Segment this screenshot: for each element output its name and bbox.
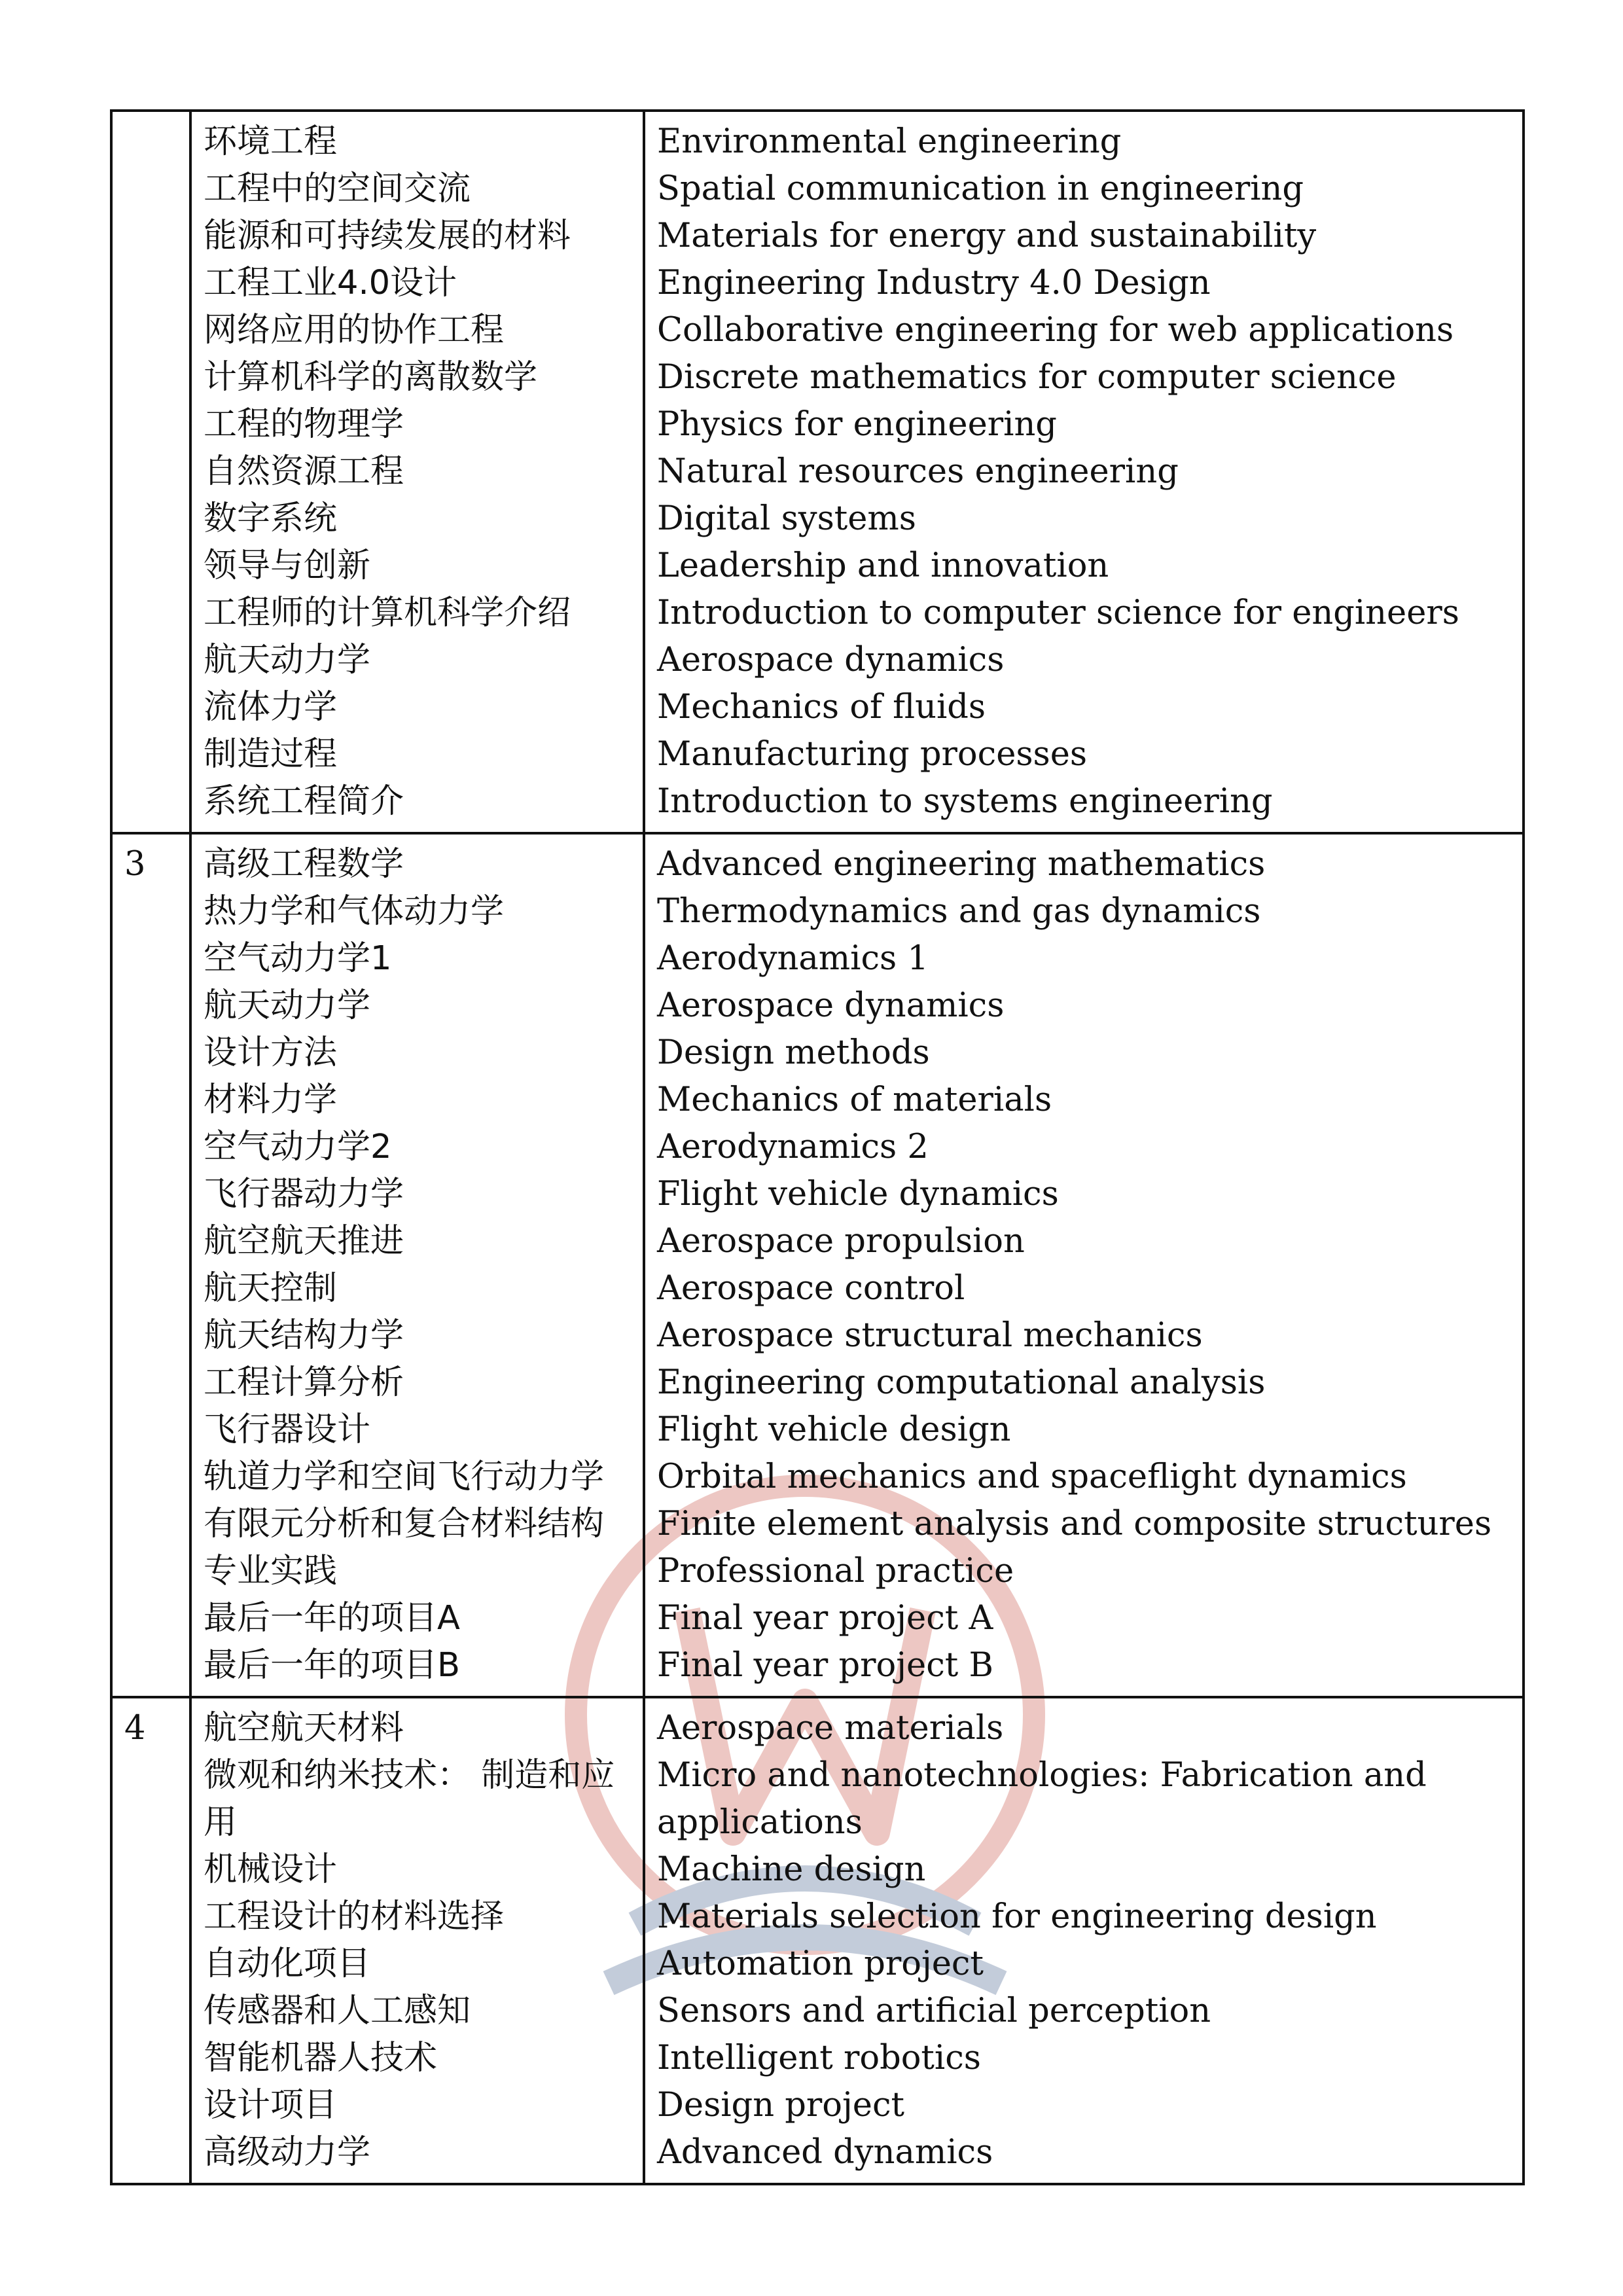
course-name-en: Mechanics of fluids (657, 688, 986, 726)
course-name-en: Introduction to computer science for engineers (657, 594, 1459, 632)
year-cell (111, 111, 190, 833)
year-cell (111, 1697, 190, 2184)
course-name-zh: 智能机器人技术 (204, 2039, 438, 2077)
course-name-zh: 设计项目 (204, 2086, 338, 2125)
course-name-en: Design methods (657, 1033, 930, 1072)
course-name-en: Aerodynamics 2 (657, 1128, 929, 1166)
course-name-en: Professional practice (657, 1552, 1014, 1590)
course-name-en: Collaborative engineering for web applications (657, 311, 1454, 350)
course-name-zh: 高级动力学 (204, 2133, 371, 2172)
course-name-en: Spatial communication in engineering (657, 170, 1304, 208)
year-cell (111, 833, 190, 1697)
course-name-en: Flight vehicle dynamics (657, 1175, 1059, 1213)
year-label: 3 (124, 845, 146, 884)
course-name-en: Aerospace materials (657, 1709, 1004, 1748)
table-row (111, 833, 1524, 1697)
course-name-en: Thermodynamics and gas dynamics (657, 892, 1261, 931)
course-name-zh: 制造过程 (204, 735, 338, 774)
course-name-en: Final year project B (657, 1646, 993, 1685)
table-row (111, 111, 1524, 833)
course-name-zh: 微观和纳米技术： 制造和应用 (204, 1756, 615, 1842)
course-name-en: Automation project (657, 1945, 984, 1983)
course-name-zh: 工程中的空间交流 (204, 170, 471, 208)
course-name-zh: 航天动力学 (204, 641, 371, 679)
course-name-en: Machine design (657, 1850, 926, 1889)
english-course-cell (644, 833, 1524, 1697)
course-name-zh: 热力学和气体动力学 (204, 892, 505, 931)
course-name-en: Manufacturing processes (657, 735, 1088, 774)
course-name-zh: 工程计算分析 (204, 1363, 404, 1402)
course-name-en: Environmental engineering (657, 122, 1122, 161)
course-name-en: Design project (657, 2086, 905, 2125)
course-name-en: Engineering Industry 4.0 Design (657, 264, 1211, 302)
course-name-en: Flight vehicle design (657, 1410, 1011, 1449)
course-table-body (111, 111, 1524, 2184)
course-name-en: Advanced engineering mathematics (657, 845, 1266, 884)
course-name-zh: 设计方法 (204, 1033, 338, 1072)
course-name-zh: 飞行器设计 (204, 1410, 371, 1449)
course-name-en: Engineering computational analysis (657, 1363, 1266, 1402)
course-name-zh: 工程师的计算机科学介绍 (204, 594, 571, 632)
course-name-zh: 航空航天材料 (204, 1709, 404, 1748)
course-name-en: Orbital mechanics and spaceflight dynamics (657, 1458, 1407, 1496)
year-label: 4 (124, 1709, 146, 1748)
english-course-cell (644, 111, 1524, 833)
course-name-zh: 机械设计 (204, 1850, 338, 1889)
course-name-en: Discrete mathematics for computer science (657, 358, 1397, 397)
course-name-en: Intelligent robotics (657, 2039, 981, 2077)
course-name-zh: 系统工程简介 (204, 782, 404, 821)
course-name-en: Aerodynamics 1 (657, 939, 929, 978)
course-name-zh: 环境工程 (204, 122, 338, 161)
course-name-zh: 工程的物理学 (204, 405, 404, 444)
course-name-en: Leadership and innovation (657, 547, 1109, 585)
course-name-zh: 航天动力学 (204, 986, 371, 1025)
course-name-zh: 航天结构力学 (204, 1316, 404, 1355)
chinese-course-cell (190, 833, 644, 1697)
course-name-en: Aerospace propulsion (657, 1222, 1025, 1261)
course-table (110, 109, 1525, 2185)
course-name-en: Physics for engineering (657, 405, 1057, 444)
course-name-zh: 计算机科学的离散数学 (204, 358, 538, 397)
course-name-zh: 网络应用的协作工程 (204, 311, 505, 350)
course-name-zh: 最后一年的项目B (204, 1646, 460, 1685)
course-name-zh: 轨道力学和空间飞行动力学 (204, 1458, 605, 1496)
course-name-en: Digital systems (657, 499, 916, 538)
course-name-zh: 数字系统 (204, 499, 338, 538)
course-name-zh: 自动化项目 (204, 1945, 371, 1983)
course-name-en: Aerospace dynamics (657, 986, 1005, 1025)
course-name-zh: 流体力学 (204, 688, 338, 726)
course-name-zh: 有限元分析和复合材料结构 (204, 1505, 605, 1543)
course-name-zh: 飞行器动力学 (204, 1175, 404, 1213)
course-name-en: Introduction to systems engineering (657, 782, 1273, 821)
course-name-en: Advanced dynamics (657, 2133, 993, 2172)
course-name-en: Mechanics of materials (657, 1081, 1052, 1119)
table-row (111, 1697, 1524, 2184)
course-name-en: Sensors and artificial perception (657, 1992, 1211, 2030)
course-name-zh: 材料力学 (204, 1081, 338, 1119)
course-name-en: Final year project A (657, 1599, 993, 1638)
chinese-course-cell (190, 111, 644, 833)
course-name-zh: 自然资源工程 (204, 452, 404, 491)
course-name-zh: 工程设计的材料选择 (204, 1897, 505, 1936)
course-name-zh: 空气动力学1 (204, 939, 392, 978)
english-course-cell (644, 1697, 1524, 2184)
course-name-zh: 专业实践 (204, 1552, 338, 1590)
course-name-zh: 最后一年的项目A (204, 1599, 460, 1638)
course-name-en: Aerospace control (657, 1269, 965, 1308)
course-name-zh: 能源和可持续发展的材料 (204, 217, 571, 255)
course-name-en: Finite element analysis and composite structures (657, 1505, 1492, 1543)
course-name-zh: 空气动力学2 (204, 1128, 392, 1166)
course-name-zh: 高级工程数学 (204, 845, 404, 884)
course-name-en: Aerospace structural mechanics (657, 1316, 1203, 1355)
course-name-en: Aerospace dynamics (657, 641, 1005, 679)
course-name-zh: 工程工业4.0设计 (204, 264, 457, 302)
course-name-en: Materials for energy and sustainability (657, 217, 1317, 255)
course-name-en: Micro and nanotechnologies: Fabrication and applications (657, 1756, 1427, 1842)
course-name-en: Natural resources engineering (657, 452, 1179, 491)
chinese-course-cell (190, 1697, 644, 2184)
course-name-zh: 传感器和人工感知 (204, 1992, 471, 2030)
course-name-zh: 航天控制 (204, 1269, 338, 1308)
course-name-en: Materials selection for engineering design (657, 1897, 1377, 1936)
course-name-zh: 航空航天推进 (204, 1222, 404, 1261)
course-name-zh: 领导与创新 (204, 547, 371, 585)
